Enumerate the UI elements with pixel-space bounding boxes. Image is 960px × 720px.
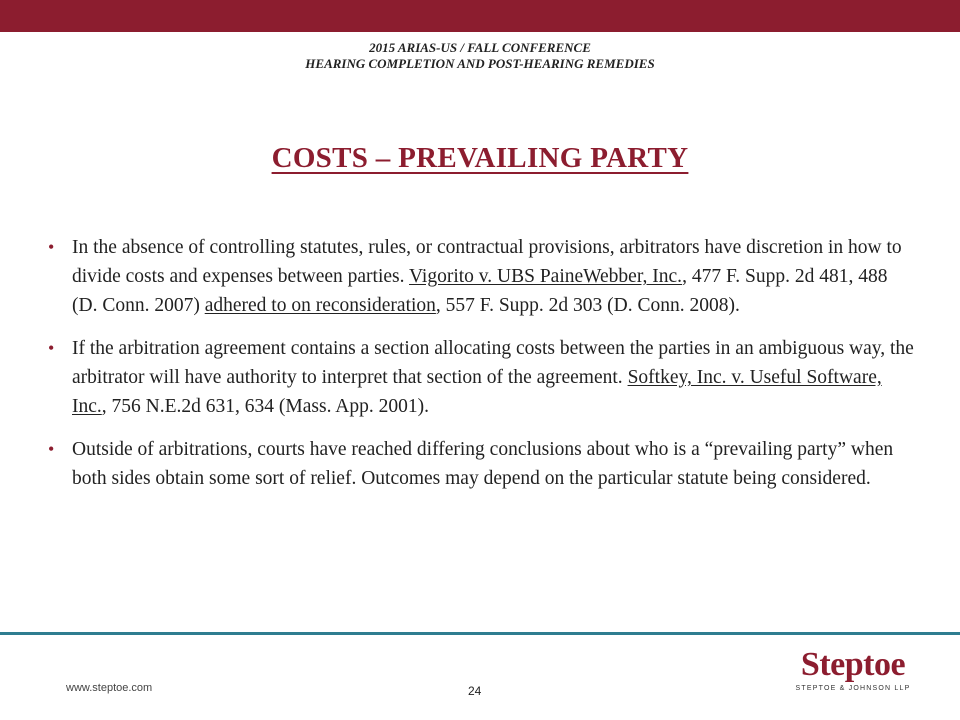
bullet-dot-icon: • (48, 338, 55, 358)
case-citation-softkey: Softkey, Inc. v. Useful Software, Inc. (72, 367, 882, 417)
bullet-2-text-b: , 756 N.E.2d 631, 634 (Mass. App. 2001). (101, 396, 429, 417)
logo-subtitle: STEPTOE & JOHNSON LLP (795, 685, 911, 692)
slide-title-container (0, 142, 960, 175)
header-line-1: 2015 ARIAS-US / FALL CONFERENCE (369, 40, 591, 55)
footer-url: www.steptoe.com (66, 682, 153, 694)
slide-title: COSTS – PREVAILING PARTY (271, 142, 689, 174)
bullet-3-text: Outside of arbitrations, courts have reached differing conclusions about who is a “prevailing party” when both sides obtain some sort of relief. Outcomes may depend on the particular statute being considered. (72, 439, 894, 489)
bullet-item-2 (44, 334, 914, 421)
slide-header (0, 40, 960, 72)
page-number: 24 (468, 684, 482, 698)
bullet-dot-icon: • (48, 237, 55, 257)
logo-wordmark: Steptoe (800, 646, 906, 683)
case-citation-vigorito: Vigorito v. UBS PaineWebber, Inc. (409, 266, 683, 287)
bullet-1-text-b: , 477 F. Supp. 2d 481, 488 (D. Conn. 2007) (72, 266, 888, 316)
bullet-list (44, 233, 914, 507)
bullet-item-3 (44, 435, 914, 493)
bullet-1-text-a: In the absence of controlling statutes, rules, or contractual provisions, arbitrators have discretion in how to divide costs and expenses between parties. (72, 237, 902, 287)
case-subsequent-history: adhered to on reconsideration (204, 295, 436, 316)
bullet-2-text-a: If the arbitration agreement contains a section allocating costs between the parties in an ambiguous way, the arbitrator will have authority to interpret that section of the agreement. (72, 338, 914, 388)
steptoe-logo (788, 647, 918, 692)
top-brand-bar (0, 0, 960, 32)
bullet-dot-icon: • (48, 439, 55, 459)
bullet-item-1 (44, 233, 914, 320)
footer-divider (0, 632, 960, 635)
header-line-2: HEARING COMPLETION AND POST-HEARING REMEDIES (305, 56, 655, 71)
bullet-1-text-c: , 557 F. Supp. 2d 303 (D. Conn. 2008). (435, 295, 740, 316)
